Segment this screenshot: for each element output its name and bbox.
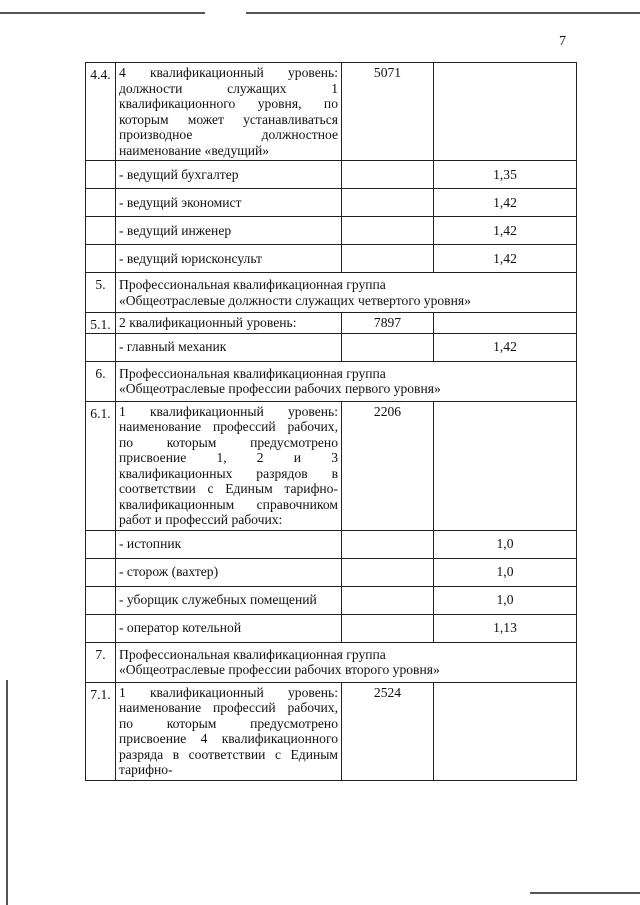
position-row (86, 217, 577, 245)
level-description: 2 квалификационный уровень: (116, 313, 342, 334)
row-number: 7.1. (86, 682, 116, 780)
coefficient (434, 313, 577, 334)
position-row (86, 614, 577, 642)
level-description: 1 квалификационный уровень: наименование профессий рабочих, по которым предусмотрено присвоение 4 квалификационного разряда в соответствии с Единым тарифно- (116, 682, 342, 780)
row-number: 6.1. (86, 401, 116, 530)
position-row (86, 245, 577, 273)
row-number: 6. (86, 361, 116, 401)
row-number: 5. (86, 273, 116, 313)
row-number (86, 245, 116, 273)
scan-artifact-bottom-right (530, 892, 640, 894)
row-number (86, 189, 116, 217)
coefficient: 1,42 (434, 333, 577, 361)
coefficient: 1,42 (434, 245, 577, 273)
group-title-line1: Профессиональная квалификационная группа (119, 365, 386, 381)
level-description: 4 квалификационный уровень: должности служащих 1 квалификационного уровня, по которым может устанавливаться производное должностное наименование «ведущий» (116, 63, 342, 161)
coefficient: 1,42 (434, 217, 577, 245)
row-number (86, 530, 116, 558)
base-salary (342, 245, 434, 273)
coefficient: 1,0 (434, 530, 577, 558)
row-number: 5.1. (86, 313, 116, 334)
base-salary (342, 558, 434, 586)
scan-artifact-top-right (246, 12, 640, 14)
level-row (86, 63, 577, 161)
row-number (86, 558, 116, 586)
row-number (86, 161, 116, 189)
base-salary (342, 217, 434, 245)
base-salary (342, 614, 434, 642)
row-number (86, 217, 116, 245)
group-title-line2: «Общеотраслевые профессии рабочих второго уровня» (119, 662, 440, 677)
level-row (86, 401, 577, 530)
base-salary (342, 333, 434, 361)
position-row (86, 161, 577, 189)
base-salary: 2206 (342, 401, 434, 530)
base-salary: 7897 (342, 313, 434, 334)
base-salary (342, 161, 434, 189)
position-name: - сторож (вахтер) (116, 558, 342, 586)
group-row (86, 361, 577, 401)
base-salary (342, 189, 434, 217)
row-number (86, 333, 116, 361)
position-row (86, 189, 577, 217)
scan-artifact-left-margin (6, 680, 8, 905)
coefficient: 1,13 (434, 614, 577, 642)
coefficient: 1,0 (434, 558, 577, 586)
group-title-line1: Профессиональная квалификационная группа (119, 646, 386, 662)
row-number: 4.4. (86, 63, 116, 161)
position-name: - ведущий юрисконсульт (116, 245, 342, 273)
position-row (86, 586, 577, 614)
position-name: - уборщик служебных помещений (116, 586, 342, 614)
group-title-line2: «Общеотраслевые должности служащих четвертого уровня» (119, 292, 471, 308)
row-number (86, 614, 116, 642)
position-row (86, 558, 577, 586)
position-name: - ведущий инженер (116, 217, 342, 245)
position-name: - истопник (116, 530, 342, 558)
group-title-line2: «Общеотраслевые профессии рабочих первого уровня» (119, 381, 441, 396)
group-title (116, 273, 577, 313)
row-number: 7. (86, 642, 116, 682)
coefficient: 1,42 (434, 189, 577, 217)
base-salary (342, 586, 434, 614)
coefficient (434, 63, 577, 161)
base-salary: 5071 (342, 63, 434, 161)
row-number (86, 586, 116, 614)
level-row (86, 682, 577, 780)
coefficient (434, 682, 577, 780)
group-title (116, 361, 577, 401)
level-row (86, 313, 577, 334)
scan-artifact-top-left (0, 12, 205, 14)
base-salary: 2524 (342, 682, 434, 780)
position-name: - главный механик (116, 333, 342, 361)
group-title-line1: Профессиональная квалификационная группа (119, 277, 386, 292)
position-row (86, 530, 577, 558)
coefficient: 1,0 (434, 586, 577, 614)
page-number: 7 (559, 34, 566, 49)
base-salary (342, 530, 434, 558)
position-name: - ведущий бухгалтер (116, 161, 342, 189)
coefficient (434, 401, 577, 530)
position-row (86, 333, 577, 361)
group-row (86, 642, 577, 682)
position-name: - оператор котельной (116, 614, 342, 642)
group-row (86, 273, 577, 313)
qualification-table (85, 62, 577, 781)
position-name: - ведущий экономист (116, 189, 342, 217)
group-title (116, 642, 577, 682)
qualification-table-body (86, 63, 577, 781)
coefficient: 1,35 (434, 161, 577, 189)
level-description: 1 квалификационный уровень: наименование профессий рабочих, по которым предусмотрено присвоение 1, 2 и 3 квалификационных разрядов в соответствии с Единым тарифно-квалификационным справочником работ и профессий рабочих: (116, 401, 342, 530)
